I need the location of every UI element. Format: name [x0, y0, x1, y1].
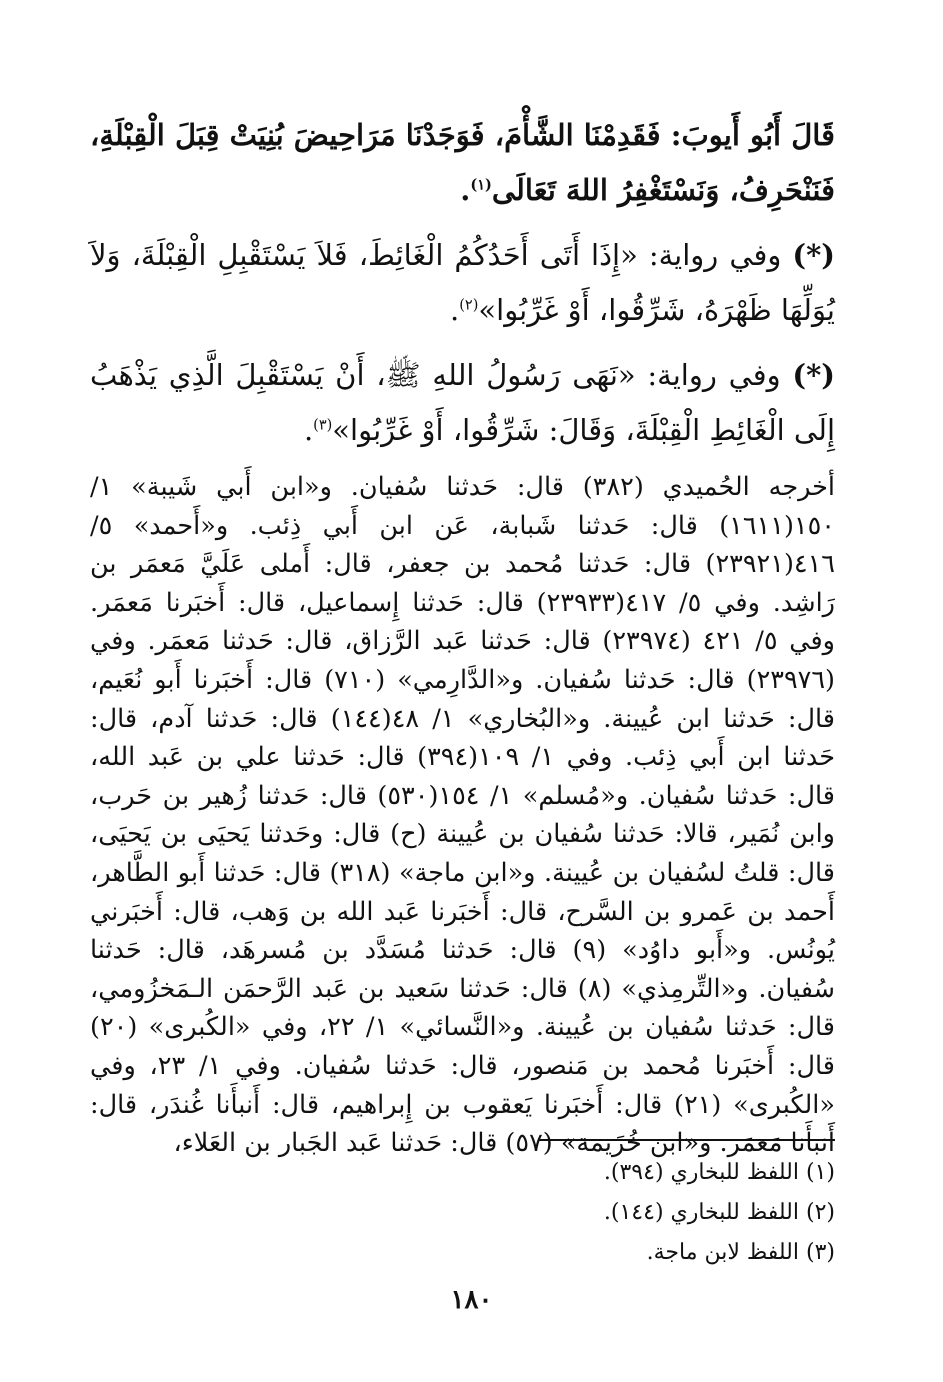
narration-2 — [90, 348, 835, 458]
footnote-ref-3[interactable]: (٣) — [313, 417, 333, 434]
narration-2-mark: (*) — [792, 358, 836, 392]
narration-1-body: وفي رواية: «إِذَا أَتَى أَحَدُكُمُ الْغَائِطَ، فَلاَ يَسْتَقْبِلِ الْقِبْلَةَ، وَلاَ يُوَلِّهَا ظَهْرَهُ، شَرِّقُوا، أَوْ غَرِّبُوا» — [90, 238, 835, 327]
page-body — [90, 108, 835, 1163]
narration-1-mark: (*) — [792, 238, 835, 272]
narration-1 — [90, 228, 835, 338]
footnote-1: (١) اللفظ للبخاري (٣٩٤). — [603, 1160, 835, 1185]
footnote-ref-2[interactable]: (٢) — [459, 297, 479, 314]
hadith-text — [90, 108, 835, 218]
narration-2-end: . — [303, 413, 314, 447]
hadith-body: قَالَ أَبُو أَيوبَ: فَقَدِمْنَا الشَّأْمَ، فَوَجَدْنَا مَرَاحِيضَ بُنِيَتْ قِبَلَ الْقِبْلَةِ، فَنَنْحَرِفُ، وَنَسْتَغْفِرُ اللهَ تَعَالَى — [90, 118, 835, 207]
hadith-end: . — [460, 173, 471, 207]
takhrij-paragraph: أخرجه الحُميدي (٣٨٢) قال: حَدثنا سُفيان. و«ابن أَبي شَيبة» ١/ ١٥٠(١٦١١) قال: حَدثنا شَبابة، عَن ابن أَبي ذِئب. و«أَحمد» ٥/ ٤١٦(٢٣٩٢١) قال: حَدثنا مُحمد بن جعفر، قال: أَملى عَلَيَّ مَعمَر بن رَاشِد. وفي ٥/ ٤١٧(٢٣٩٣٣) قال: حَدثنا إِسماعيل، قال: أَخبَرنا مَعمَر. وفي ٥/ ٤٢١ (٢٣٩٧٤) قال: حَدثنا عَبد الرَّزاق، قال: حَدثنا مَعمَر. وفي (٢٣٩٧٦) قال: حَدثنا سُفيان. و«الدَّارِمي» (٧١٠) قال: أَخبَرنا أَبو نُعَيم، قال: حَدثنا ابن عُيينة. و«البُخاري» ١/ ٤٨(١٤٤) قال: حَدثنا آدم، قال: حَدثنا ابن أَبي ذِئب. وفي ١/ ١٠٩(٣٩٤) قال: حَدثنا علي بن عَبد الله، قال: حَدثنا سُفيان. و«مُسلم» ١/ ١٥٤(٥٣٠) قال: حَدثنا زُهير بن حَرب، وابن نُمَير، قالا: حَدثنا سُفيان بن عُيينة (ح) قال: وحَدثنا يَحيَى بن يَحيَى، قال: قلتُ لسُفيان بن عُيينة. و«ابن ماجة» (٣١٨) قال: حَدثنا أَبو الطَّاهر، أَحمد بن عَمرو بن السَّرح، قال: أَخبَرنا عَبد الله بن وَهب، قال: أَخبَرني يُونُس. و«أَبو داوُد» (٩) قال: حَدثنا مُسَدَّد بن مُسرهَد، قال: حَدثنا سُفيان. و«التِّرمِذي» (٨) قال: حَدثنا سَعيد بن عَبد الرَّحمَن الـمَخزُومي، قال: حَدثنا سُفيان بن عُيينة. و«النَّسائي» ١/ ٢٢، وفي «الكُبرى» (٢٠) قال: أَخبَرنا مُحمد بن مَنصور، قال: حَدثنا سُفيان. وفي ١/ ٢٣، وفي «الكُبرى» (٢١) قال: أَخبَرنا يَعقوب بن إِبراهيم، قال: أَنبأَنا غُندَر، قال: أَنبأَنا مَعمَر. و«ابن خُزَيمة» (٥٧) قال: حَدثنا عَبد الجَبار بن العَلاء، — [90, 472, 836, 1159]
footnote-3: (٣) اللفظ لابن ماجة. — [646, 1240, 835, 1265]
footnote-2: (٢) اللفظ للبخاري (١٤٤). — [603, 1200, 835, 1225]
narration-1-end: . — [450, 293, 460, 327]
footnote-divider — [539, 1139, 835, 1141]
narration-2-body: وفي رواية: «نَهَى رَسُولُ اللهِ ﷺ، أَنْ يَسْتَقْبِلَ الَّذِي يَذْهَبُ إِلَى الْغَائِطِ الْقِبْلَةَ، وَقَالَ: شَرِّقُوا، أَوْ غَرِّبُوا» — [90, 358, 835, 447]
footnotes — [400, 1153, 835, 1273]
footnote-ref-1[interactable]: (١) — [470, 176, 492, 194]
page-number: ١٨٠ — [450, 1285, 493, 1315]
